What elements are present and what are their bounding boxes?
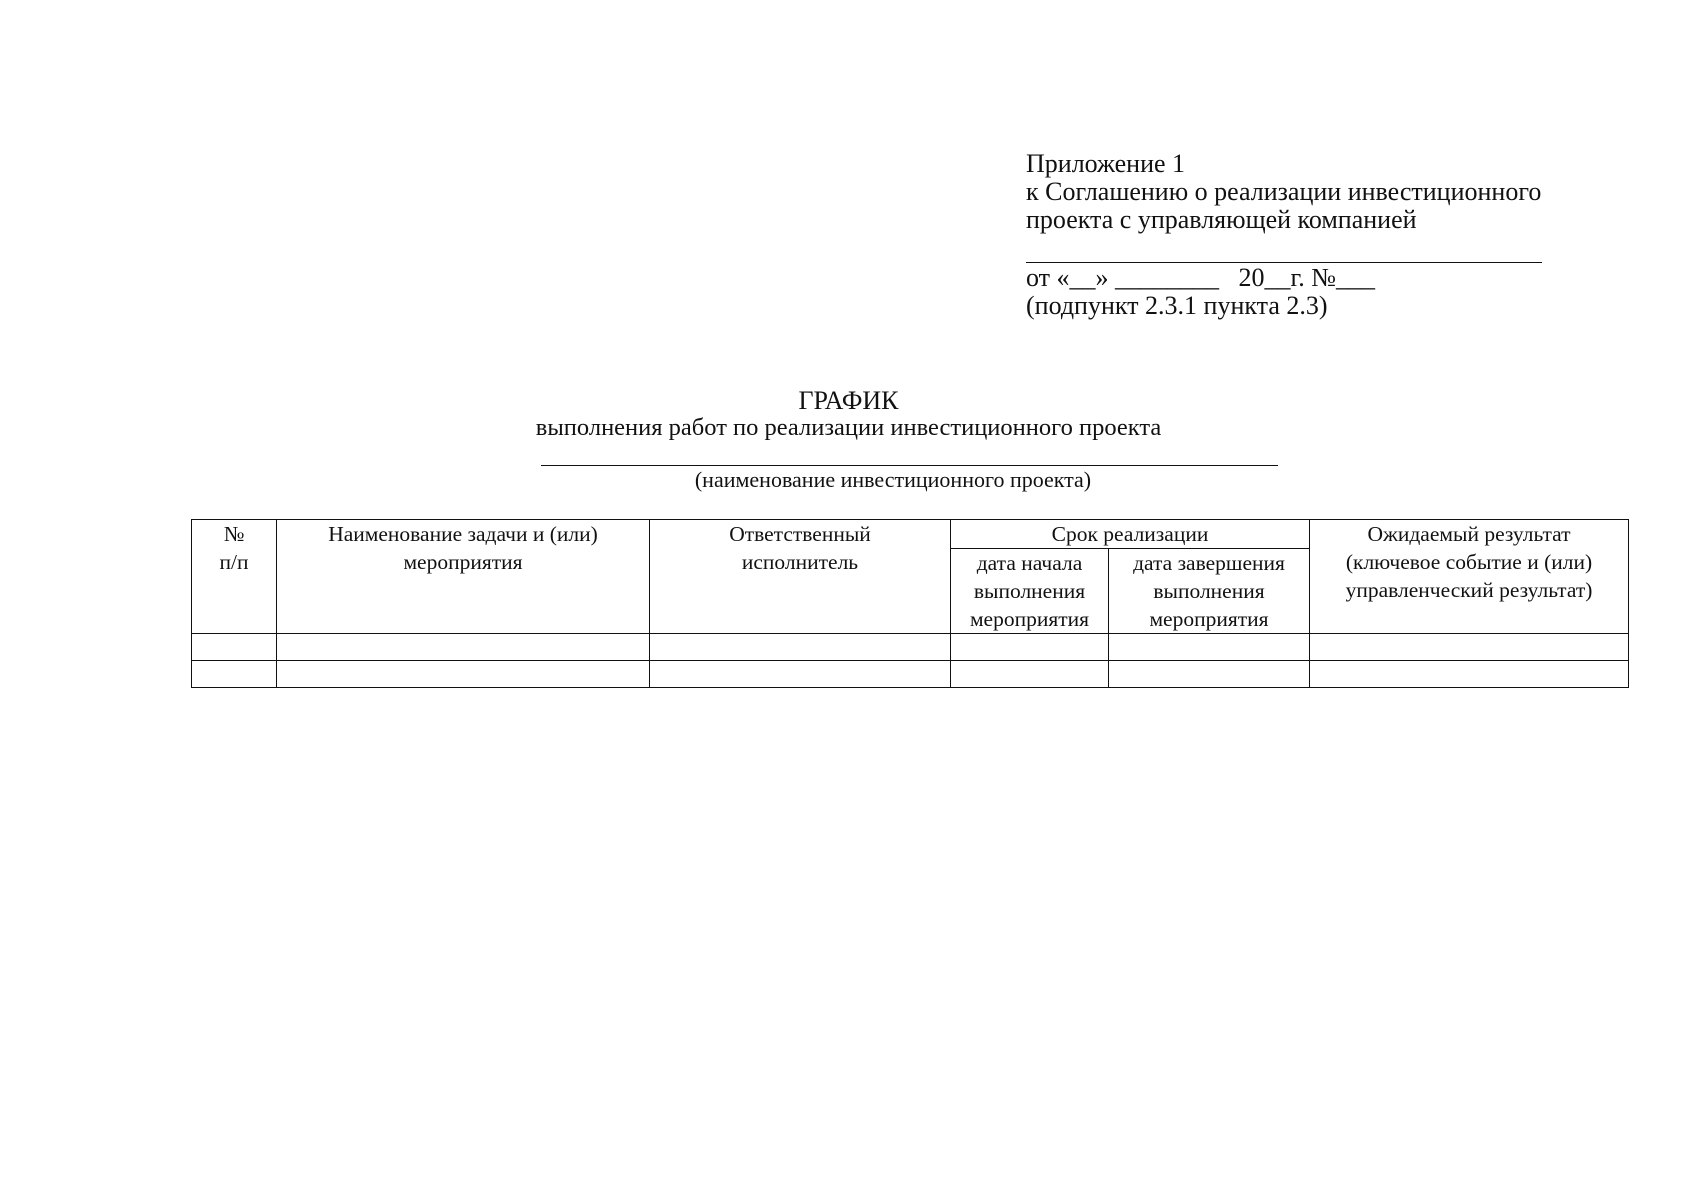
company-name-rule <box>1026 234 1542 263</box>
document-title: ГРАФИК <box>798 386 899 415</box>
table-cell[interactable] <box>1109 661 1310 688</box>
appendix-subclause: (подпункт 2.3.1 пункта 2.3) <box>1026 291 1328 320</box>
project-name-rule <box>541 465 1278 466</box>
schedule-table <box>191 519 1629 688</box>
table-cell[interactable] <box>1109 634 1310 661</box>
project-name-caption: (наименование инвестиционного проекта) <box>694 467 1092 492</box>
document-subtitle: выполнения работ по реализации инвестиционного проекта <box>535 414 1162 441</box>
header-start-date: дата начала выполнения мероприятия <box>951 549 1109 634</box>
appendix-agreement-line: к Соглашению о реализации инвестиционного <box>1026 177 1542 206</box>
appendix-company-line: проекта с управляющей компанией <box>1026 205 1417 234</box>
header-responsible: Ответственный исполнитель <box>650 520 951 634</box>
table-cell[interactable] <box>951 661 1109 688</box>
header-term: Срок реализации <box>951 520 1310 549</box>
table-cell[interactable] <box>1310 634 1629 661</box>
table-cell[interactable] <box>277 634 650 661</box>
table-cell[interactable] <box>192 634 277 661</box>
table-row <box>192 661 1629 688</box>
table-cell[interactable] <box>650 634 951 661</box>
header-result: Ожидаемый результат (ключевое событие и (или) управленческий результат) <box>1310 520 1629 634</box>
appendix-title: Приложение 1 <box>1026 149 1186 178</box>
table-cell[interactable] <box>192 661 277 688</box>
appendix-date-line: от «__» ________ 20__г. №___ <box>1026 263 1376 292</box>
table-cell[interactable] <box>951 634 1109 661</box>
table-row <box>192 634 1629 661</box>
table-cell[interactable] <box>277 661 650 688</box>
header-end-date: дата завершения выполнения мероприятия <box>1109 549 1310 634</box>
appendix-block <box>1026 150 1546 320</box>
table-cell[interactable] <box>1310 661 1629 688</box>
table-cell[interactable] <box>650 661 951 688</box>
header-task: Наименование задачи и (или) мероприятия <box>277 520 650 634</box>
header-number: № п/п <box>192 520 277 634</box>
